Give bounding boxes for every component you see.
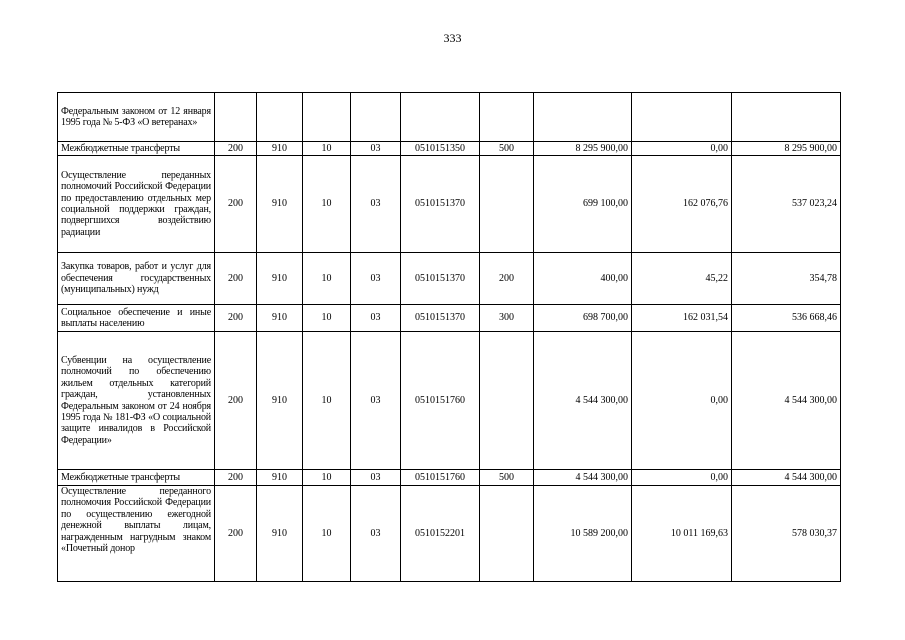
cell-code-4: 03 — [351, 142, 401, 156]
cell-code-2: 910 — [257, 142, 303, 156]
cell-code-6: 500 — [480, 470, 534, 486]
table-row — [58, 142, 841, 156]
budget-table — [57, 92, 841, 582]
cell-code-4: 03 — [351, 156, 401, 253]
cell-plan: 8 295 900,00 — [534, 142, 632, 156]
cell-plan: 699 100,00 — [534, 156, 632, 253]
cell-code-2: 910 — [257, 305, 303, 332]
cell-executed: 0,00 — [632, 470, 732, 486]
cell-remainder: 536 668,46 — [732, 305, 841, 332]
cell-code-4: 03 — [351, 332, 401, 470]
cell-code-1: 200 — [215, 156, 257, 253]
table-row — [58, 305, 841, 332]
cell-code-3: 10 — [303, 156, 351, 253]
cell-code-2 — [257, 93, 303, 142]
cell-code-5: 0510152201 — [401, 486, 480, 582]
table-row — [58, 486, 841, 582]
cell-code-6: 200 — [480, 253, 534, 305]
cell-remainder: 4 544 300,00 — [732, 470, 841, 486]
cell-code-2: 910 — [257, 486, 303, 582]
cell-code-3: 10 — [303, 332, 351, 470]
cell-code-4: 03 — [351, 253, 401, 305]
cell-executed — [632, 93, 732, 142]
cell-remainder: 537 023,24 — [732, 156, 841, 253]
cell-plan — [534, 93, 632, 142]
cell-code-1: 200 — [215, 486, 257, 582]
table-row — [58, 253, 841, 305]
cell-code-2: 910 — [257, 156, 303, 253]
cell-code-5: 0510151760 — [401, 470, 480, 486]
cell-code-1: 200 — [215, 253, 257, 305]
cell-remainder: 4 544 300,00 — [732, 332, 841, 470]
cell-remainder: 8 295 900,00 — [732, 142, 841, 156]
cell-remainder — [732, 93, 841, 142]
cell-code-3: 10 — [303, 253, 351, 305]
cell-code-5 — [401, 93, 480, 142]
row-name: Осуществление переданного полномочия Российской Федерации по осуществлению ежегодной денежной выплаты лицам, награжденным нагрудным знаком «Почетный донор — [58, 486, 215, 582]
cell-remainder: 578 030,37 — [732, 486, 841, 582]
table-row — [58, 470, 841, 486]
cell-plan: 4 544 300,00 — [534, 470, 632, 486]
cell-plan: 400,00 — [534, 253, 632, 305]
row-name: Осуществление переданных полномочий Российской Федерации по предоставлению отдельных мер социальной поддержки граждан, подвергшихся воздействию радиации — [58, 156, 215, 253]
cell-code-1: 200 — [215, 305, 257, 332]
cell-executed: 45,22 — [632, 253, 732, 305]
page-number: 333 — [443, 31, 462, 45]
cell-executed: 10 011 169,63 — [632, 486, 732, 582]
table-row — [58, 332, 841, 470]
cell-code-6 — [480, 156, 534, 253]
cell-code-3: 10 — [303, 305, 351, 332]
cell-code-5: 0510151370 — [401, 156, 480, 253]
row-name: Субвенции на осуществление полномочий по обеспечению жильем отдельных категорий граждан, установленных Федеральным законом от 24 ноября 1995 года № 181-ФЗ «О социальной защите инвалидов в Российской Федерации» — [58, 332, 215, 470]
cell-code-5: 0510151760 — [401, 332, 480, 470]
cell-code-2: 910 — [257, 470, 303, 486]
row-name: Межбюджетные трансферты — [58, 470, 215, 486]
cell-code-1: 200 — [215, 332, 257, 470]
cell-code-6: 300 — [480, 305, 534, 332]
cell-code-6: 500 — [480, 142, 534, 156]
cell-code-5: 0510151350 — [401, 142, 480, 156]
cell-code-5: 0510151370 — [401, 253, 480, 305]
cell-executed: 0,00 — [632, 142, 732, 156]
cell-executed: 0,00 — [632, 332, 732, 470]
cell-code-6 — [480, 486, 534, 582]
row-name: Федеральным законом от 12 января 1995 года № 5-ФЗ «О ветеранах» — [58, 93, 215, 142]
cell-code-1: 200 — [215, 142, 257, 156]
cell-code-3: 10 — [303, 470, 351, 486]
cell-code-5: 0510151370 — [401, 305, 480, 332]
cell-code-1 — [215, 93, 257, 142]
cell-code-4 — [351, 93, 401, 142]
cell-code-2: 910 — [257, 332, 303, 470]
cell-code-4: 03 — [351, 470, 401, 486]
cell-code-1: 200 — [215, 470, 257, 486]
cell-code-2: 910 — [257, 253, 303, 305]
cell-code-4: 03 — [351, 486, 401, 582]
cell-code-4: 03 — [351, 305, 401, 332]
cell-executed: 162 076,76 — [632, 156, 732, 253]
cell-plan: 698 700,00 — [534, 305, 632, 332]
table-row — [58, 93, 841, 142]
cell-code-3: 10 — [303, 486, 351, 582]
cell-executed: 162 031,54 — [632, 305, 732, 332]
cell-code-6 — [480, 332, 534, 470]
row-name: Закупка товаров, работ и услуг для обеспечения государственных (муниципальных) нужд — [58, 253, 215, 305]
cell-code-6 — [480, 93, 534, 142]
row-name: Социальное обеспечение и иные выплаты населению — [58, 305, 215, 332]
cell-code-3 — [303, 93, 351, 142]
cell-code-3: 10 — [303, 142, 351, 156]
cell-plan: 10 589 200,00 — [534, 486, 632, 582]
table-row — [58, 156, 841, 253]
cell-remainder: 354,78 — [732, 253, 841, 305]
cell-plan: 4 544 300,00 — [534, 332, 632, 470]
row-name: Межбюджетные трансферты — [58, 142, 215, 156]
